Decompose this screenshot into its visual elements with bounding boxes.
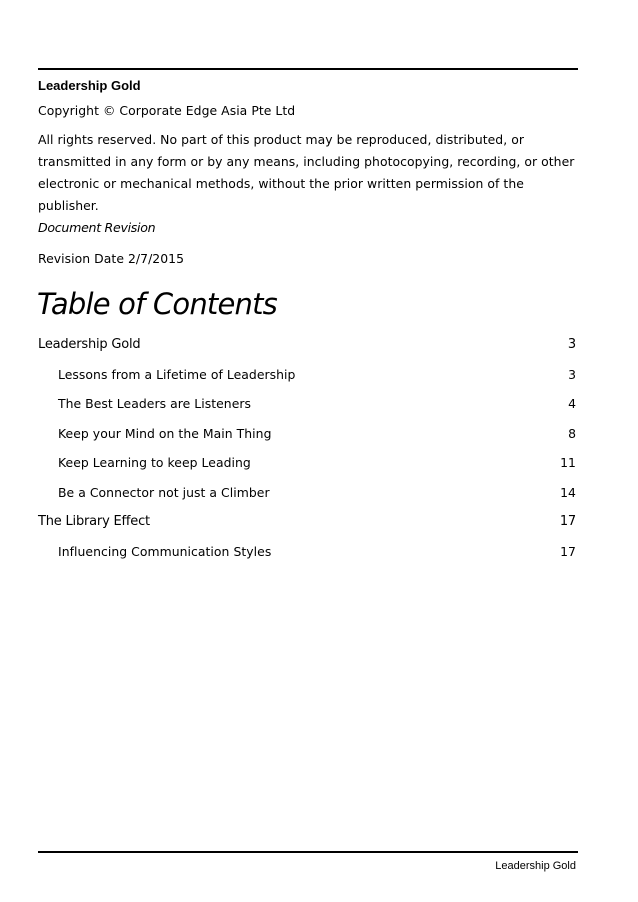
document-revision-heading: Document Revision (38, 220, 156, 235)
toc-entry-page: 8 (568, 425, 576, 441)
footer-title: Leadership Gold (495, 860, 576, 872)
toc-entry-page: 17 (559, 514, 576, 530)
toc-entry-title: Keep Learning to keep Leading (58, 455, 251, 471)
toc-entry-page: 11 (560, 455, 576, 471)
toc-heading: Table of Contents (37, 287, 277, 321)
toc-entry-page: 3 (568, 366, 576, 382)
toc-entry-title: Leadership Gold (38, 337, 141, 353)
rights-notice: All rights reserved. No part of this product may be reproduced, distributed, or transmitted in any form or by any means, including photocopying, recording, or other electronic or mechanical methods, without the prior written permission of the publisher. (38, 132, 575, 213)
toc-entry-title: The Library Effect (38, 514, 150, 530)
toc-entry[interactable] (38, 360, 576, 390)
copyright-notice: Copyright © Corporate Edge Asia Pte Ltd (38, 103, 296, 118)
toc-entry-page: 3 (567, 337, 576, 353)
document-title: Leadership Gold (38, 78, 141, 93)
footer-rule (38, 851, 578, 853)
toc-entry-title: Keep your Mind on the Main Thing (58, 425, 272, 441)
toc-entry-title: Lessons from a Lifetime of Leadership (58, 366, 296, 382)
header-rule (38, 68, 578, 70)
toc-entry-page: 17 (560, 543, 576, 559)
toc-entry-title: Influencing Communication Styles (58, 543, 272, 559)
toc-entry[interactable] (38, 507, 576, 537)
toc-entry[interactable] (38, 389, 576, 419)
toc-entry[interactable] (38, 448, 576, 478)
toc-entry-title: The Best Leaders are Listeners (58, 396, 252, 412)
revision-date: Revision Date 2/7/2015 (38, 251, 185, 266)
toc-entry-page: 4 (568, 396, 576, 412)
toc-entry[interactable] (38, 537, 576, 567)
toc-entry[interactable] (38, 478, 576, 508)
toc-entry-page: 14 (560, 484, 576, 500)
toc-entry[interactable] (38, 419, 576, 449)
table-of-contents (38, 330, 576, 566)
toc-entry[interactable] (38, 330, 576, 360)
toc-entry-title: Be a Connector not just a Climber (58, 484, 270, 500)
